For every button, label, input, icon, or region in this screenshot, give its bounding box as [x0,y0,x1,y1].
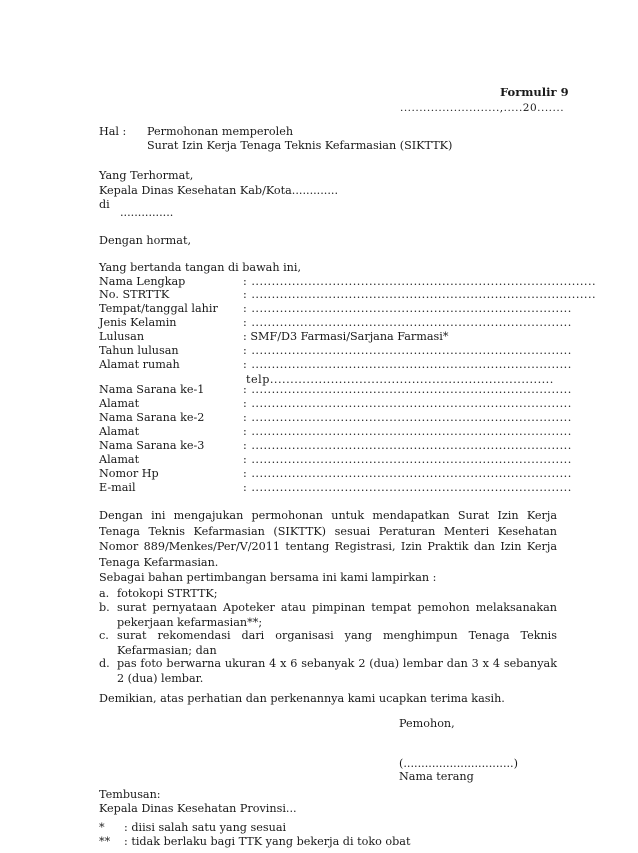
field-value: telp...................................................................... [246,373,554,386]
field-value: : ............................................................................... [243,383,572,396]
subject-line-2: Surat Izin Kerja Tenaga Teknis Kefarmasian (SIKTTK) [147,139,453,152]
cc-line: Kepala Dinas Kesehatan Provinsi... [99,802,297,815]
attachment-item [99,656,557,686]
field-label: Nama Sarana ke-2 [99,411,205,424]
field-label: Nama Sarana ke-1 [99,383,205,396]
field-label: Alamat rumah [99,358,180,371]
footnote-text: : tidak berlaku bagi TTK yang bekerja di toko obat [124,835,411,848]
field-label: Nama Lengkap [99,275,186,288]
attachment-text: surat rekomendasi dari organisasi yang menghimpun Tenaga Teknis Kefarmasian; dan [117,629,557,657]
attachments-intro: Sebagai bahan pertimbangan bersama ini kami lampirkan : [99,571,437,584]
field-label: Nomor Hp [99,467,159,480]
addressee-line-4: ............... [120,206,174,219]
footnote-text: : diisi salah satu yang sesuai [124,821,287,834]
field-value: : ............................................................................... [243,397,572,410]
request-paragraph: Dengan ini mengajukan permohonan untuk mendapatkan Surat Izin Kerja Tenaga Teknis Kefarmasian (SIKTTK) sesuai Peraturan Menteri Kesehatan Nomor 889/Menkes/Per/V/2011 tentang Registrasi, Izin Praktik dan Izin Kerja Tenaga Kefarmasian. [99,509,557,569]
attachment-text: fotokopi STRTTK; [117,587,218,600]
field-label: Nama Sarana ke-3 [99,439,205,452]
field-value: : ............................................................................... [243,439,572,452]
field-label: Tempat/tanggal lahir [99,302,218,315]
attachment-marker: b. [99,601,110,614]
attachment-marker: a. [99,587,110,600]
attachment-text: pas foto berwarna ukuran 4 x 6 sebanyak 2 (dua) lembar dan 3 x 4 sebanyak 2 (dua) lembar. [117,657,557,685]
greeting: Dengan hormat, [99,234,192,247]
field-value: : ............................................................................... [243,302,572,315]
field-value: : ............................................................................... [243,411,572,424]
addressee-line-2: Kepala Dinas Kesehatan Kab/Kota............. [99,184,339,197]
attachment-item [99,628,557,658]
field-label: Tahun lulusan [99,344,179,357]
closing-line: Demikian, atas perhatian dan perkenannya kami ucapkan terima kasih. [99,692,505,705]
field-label: Alamat [99,453,140,466]
date-line: ..........................,.....20....... [400,102,565,114]
field-value: : ............................................................................... [243,344,572,357]
field-value: : ............................................................................... [243,425,572,438]
field-value: : ............................................................................... [243,467,572,480]
field-value: : ..................................................................................... [243,288,597,301]
signature-blank: (...............................) [399,757,518,770]
footnote-marker: * [99,821,105,834]
field-value: : SMF/D3 Farmasi/Sarjana Farmasi* [243,330,449,343]
signature-label: Pemohon, [399,717,455,730]
field-value: : ............................................................................... [243,358,572,371]
field-label: Lulusan [99,330,145,343]
field-label: No. STRTTK [99,288,170,301]
form-number: Formulir 9 [500,85,569,99]
addressee-line-1: Yang Terhormat, [99,169,194,182]
field-label: Alamat [99,397,140,410]
cc-label: Tembusan: [99,788,161,801]
footnote-marker: ** [99,835,111,848]
attachment-marker: d. [99,657,110,670]
attachment-item [99,586,557,601]
intro-line: Yang bertanda tangan di bawah ini, [99,261,302,274]
field-value: : ..................................................................................... [243,275,597,288]
addressee-line-3: di [99,198,110,211]
attachment-item [99,600,557,630]
field-value: : ............................................................................... [243,316,572,329]
field-value: : ............................................................................... [243,453,572,466]
attachment-marker: c. [99,629,109,642]
field-label: Alamat [99,425,140,438]
attachment-text: surat pernyataan Apoteker atau pimpinan tempat pemohon melaksanakan pekerjaan kefarmasian**; [117,601,557,629]
signature-name-label: Nama terang [399,770,474,783]
field-label: E-mail [99,481,136,494]
subject-line-1: Permohonan memperoleh [147,125,294,138]
subject-label: Hal : [99,125,127,138]
field-value: : ............................................................................... [243,481,572,494]
field-label: Jenis Kelamin [99,316,177,329]
